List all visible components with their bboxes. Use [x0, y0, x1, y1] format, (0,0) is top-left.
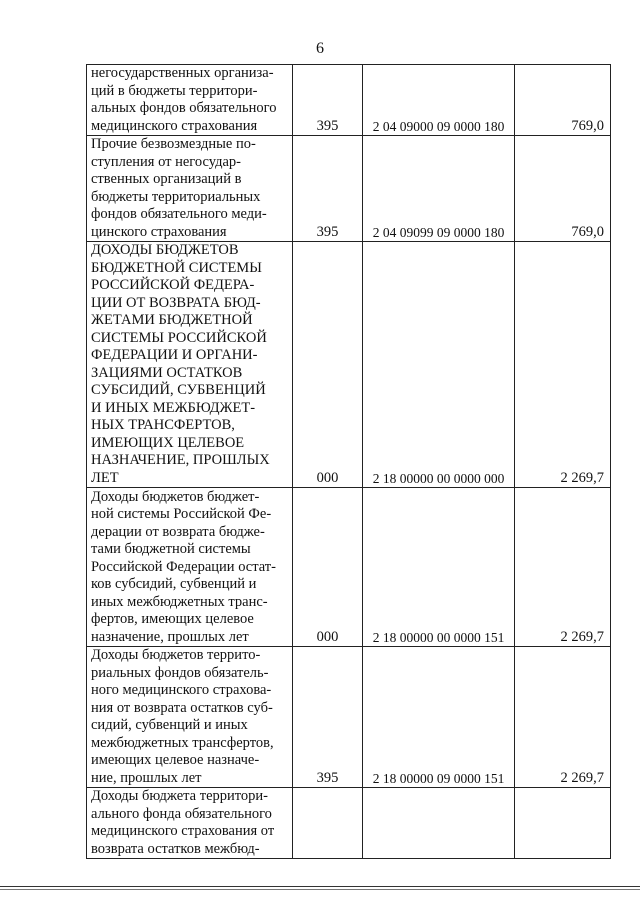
row-name-cell: Прочие безвозмездные по- ступления от негосудар- ственных организаций в бюджеты территориальных фондов обязательного меди- цинского страхования: [87, 136, 293, 242]
row-code-cell: 000: [293, 242, 363, 488]
table-row: [87, 788, 611, 859]
table-row: [87, 488, 611, 647]
row-name-cell: Доходы бюджетов террито- риальных фондов обязатель- ного медицинского страхова- ния от возврата остатков суб- сидий, субвенций и иных межбюджетных трансфертов, имеющих целевое назначе- ние, прошлых лет: [87, 647, 293, 788]
table-row: [87, 242, 611, 488]
row-kbk-cell: [363, 788, 515, 859]
row-name-cell: Доходы бюджетов бюджет- ной системы Российской Фе- дерации от возврата бюдже- тами бюджетной системы Российской Федерации остат- ков субсидий, субвенций и иных межбюджетных транс- фертов, имеющих целевое назначение, прошлых лет: [87, 488, 293, 647]
table-row: [87, 647, 611, 788]
row-kbk-cell: 2 18 00000 00 0000 000: [363, 242, 515, 488]
page-bottom-divider: [0, 886, 640, 887]
row-amount-cell: 2 269,7: [515, 488, 611, 647]
page-number: 6: [316, 40, 324, 57]
row-kbk-cell: 2 18 00000 00 0000 151: [363, 488, 515, 647]
table-row: [87, 65, 611, 136]
row-code-cell: 395: [293, 65, 363, 136]
budget-revenue-table: [86, 64, 611, 859]
row-code-cell: 395: [293, 647, 363, 788]
row-code-cell: 395: [293, 136, 363, 242]
table-body: [87, 65, 611, 859]
table-row: [87, 136, 611, 242]
row-amount-cell: 769,0: [515, 136, 611, 242]
row-amount-cell: 769,0: [515, 65, 611, 136]
row-amount-cell: 2 269,7: [515, 242, 611, 488]
row-name-cell: негосударственных организа- ций в бюджеты территори- альных фондов обязательного медицинского страхования: [87, 65, 293, 136]
row-code-cell: 000: [293, 488, 363, 647]
page-bottom-divider-secondary: [0, 889, 640, 890]
row-name-cell: ДОХОДЫ БЮДЖЕТОВ БЮДЖЕТНОЙ СИСТЕМЫ РОССИЙСКОЙ ФЕДЕРА- ЦИИ ОТ ВОЗВРАТА БЮД- ЖЕТАМИ БЮДЖЕТНОЙ СИСТЕМЫ РОССИЙСКОЙ ФЕДЕРАЦИИ И ОРГАНИ- ЗАЦИЯМИ ОСТАТКОВ СУБСИДИЙ, СУБВЕНЦИЙ И ИНЫХ МЕЖБЮДЖЕТ- НЫХ ТРАНСФЕРТОВ, ИМЕЮЩИХ ЦЕЛЕВОЕ НАЗНАЧЕНИЕ, ПРОШЛЫХ ЛЕТ: [87, 242, 293, 488]
row-kbk-cell: 2 18 00000 09 0000 151: [363, 647, 515, 788]
row-amount-cell: 2 269,7: [515, 647, 611, 788]
row-kbk-cell: 2 04 09099 09 0000 180: [363, 136, 515, 242]
row-name-cell: Доходы бюджета территори- ального фонда обязательного медицинского страхования от возврата остатков межбюд-: [87, 788, 293, 859]
row-code-cell: [293, 788, 363, 859]
row-kbk-cell: 2 04 09000 09 0000 180: [363, 65, 515, 136]
row-amount-cell: [515, 788, 611, 859]
